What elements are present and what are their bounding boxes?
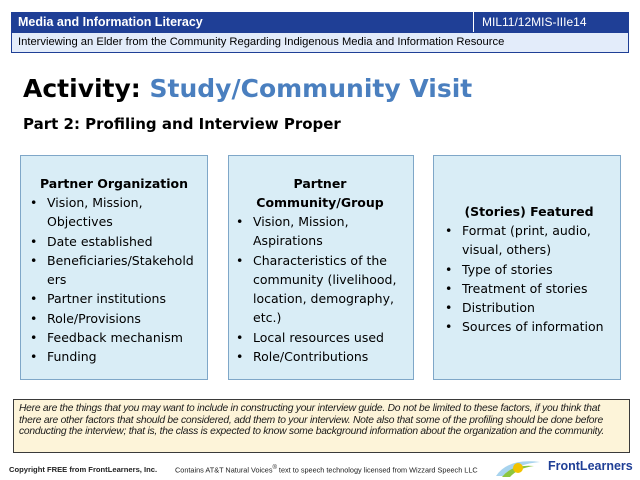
partner-organization-box [20,155,208,380]
box-title: Partner Organization [39,176,189,191]
header-topic-row [11,32,629,53]
voice-notice [175,465,478,474]
competency-code: MIL11/12MIS-IIIe14 [482,15,587,29]
bullet-icon: • [30,195,38,210]
list-item [27,251,201,290]
frontlearners-logo-text: FrontLearners [548,459,633,473]
list-item-text: Vision, Mission, Aspirations [253,214,349,249]
list-item-text: Funding [47,349,97,365]
bullet-list [442,221,616,337]
list-item-text: Sources of information [462,319,604,335]
bullet-icon: • [30,291,38,307]
subject-title: Media and Information Literacy [18,15,203,29]
list-item [233,212,407,251]
bullet-list [233,212,407,366]
list-item-text: Beneficiaries/Stakeholders [47,252,194,288]
list-item [233,251,407,328]
list-item [233,347,407,366]
list-item-text: Distribution [462,300,535,316]
bullet-icon: • [445,223,453,238]
list-item-text: Type of stories [462,261,553,277]
activity-prefix: Activity: [23,74,141,103]
list-item-text: Role/Provisions [47,310,141,326]
list-item [27,309,201,328]
bullet-icon: • [30,310,38,326]
list-item-text: Local resources used [253,329,384,345]
instruction-note: Here are the things that you may want to include in constructing your interview guide. Do not be limited to these factors, if you think that there are other factors that should be considered, add them to your interview. Note also that some of the profiling should be done before conducting the interview; that is, the class is expected to know some background information about the organization and the community. [13,399,630,453]
registered-mark: ® [272,465,277,471]
bullet-icon: • [30,252,38,268]
list-item [27,193,201,232]
list-item [233,328,407,347]
list-item [442,221,616,260]
list-item [442,260,616,279]
stories-featured-box [433,155,621,380]
list-item-text: Characteristics of the community (livelihood, location, demography, etc.) [253,252,397,326]
list-item [442,279,616,298]
bullet-icon: • [445,261,453,277]
partner-community-box [228,155,414,380]
list-item [442,317,616,336]
header-divider [473,12,474,32]
lesson-topic: Interviewing an Elder from the Community Regarding Indigenous Media and Information Resource [18,36,505,48]
bullet-icon: • [445,319,453,335]
bullet-icon: • [236,329,244,345]
bullet-icon: • [236,349,244,365]
list-item-text: Role/Contributions [253,349,369,365]
list-item [27,328,201,347]
list-item [27,347,201,366]
list-item [27,289,201,308]
voice-notice-pre: Contains AT&T Natural Voices [175,465,273,475]
bullet-icon: • [30,330,38,346]
box-title: Partner Community/Group [256,176,384,210]
list-item-text: Feedback mechanism [47,330,183,346]
part-title: Part 2: Profiling and Interview Proper [23,115,341,133]
list-item-text: Treatment of stories [462,280,588,296]
header-title-row [11,12,629,32]
bullet-icon: • [445,280,453,296]
list-item [442,298,616,317]
bullet-icon: • [236,252,244,268]
activity-name: Study/Community Visit [149,74,473,103]
bullet-list [27,193,201,367]
bullet-icon: • [236,214,244,229]
list-item-text: Format (print, audio, visual, others) [462,223,591,258]
copyright-text: Copyright FREE from FrontLearners, Inc. [9,465,158,474]
list-item [27,232,201,251]
list-item-text: Partner institutions [47,291,166,307]
bullet-icon: • [30,349,38,365]
list-item-text: Date established [47,233,153,249]
box-title: (Stories) Featured [464,204,594,219]
voice-notice-post: text to speech technology licensed from Wizzard Speech LLC [276,465,478,475]
frontlearners-logo-icon [494,456,542,478]
bullet-icon: • [445,300,453,316]
bullet-icon: • [30,233,38,249]
header-bar [11,12,629,52]
list-item-text: Vision, Mission, Objectives [47,195,143,230]
activity-title [23,74,472,103]
